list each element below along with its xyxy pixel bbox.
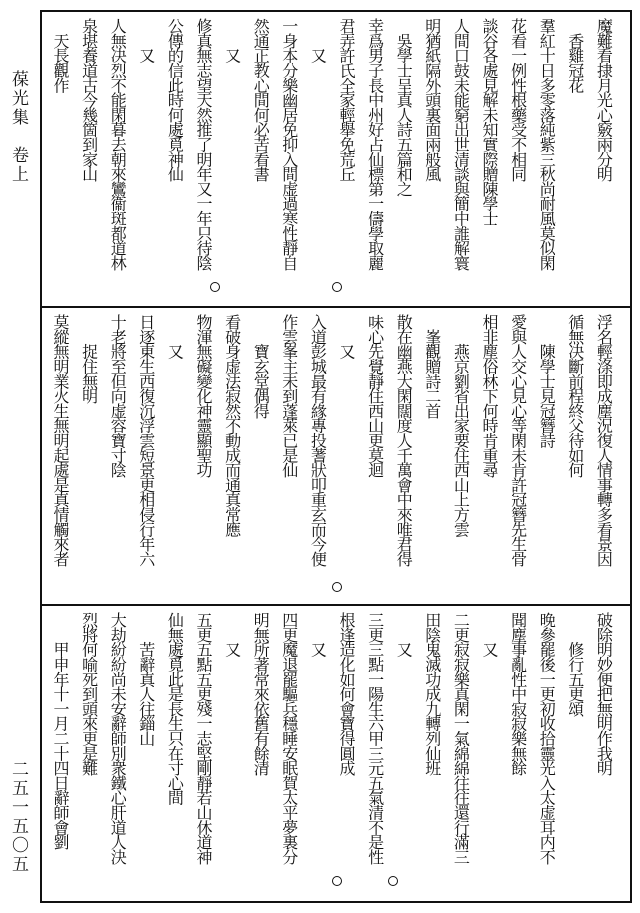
text-column: 峯觀贈詩二首 xyxy=(422,314,442,418)
text-column: 羣紅十日多零落純紫三秋尚耐風莫似閑 xyxy=(537,18,557,270)
text-column: 十老將至但向虚容寶寸陰 xyxy=(108,314,128,477)
text-column: 香雞冠花 xyxy=(565,18,585,93)
text-column: 日逐東生西復沉浮雲短景更相侵行年六 xyxy=(136,314,156,566)
text-column: 聞塵事亂性中寂寂樂無餘 xyxy=(508,612,528,775)
text-column: 天長觀作 xyxy=(51,18,70,93)
text-column: 浮名輕涤即成塵況復人情事轉多看景因 xyxy=(594,314,614,566)
text-column: 又 xyxy=(222,612,242,657)
text-column: 四更魔退罷驅兵穩睡安眠賀太平夢裏分 xyxy=(279,612,299,864)
text-column: 吳學士呈真人詩五篇和之 xyxy=(394,18,414,196)
text-column: 又 xyxy=(394,612,414,657)
text-column: 幸爲男子長中州好占仙標第一儔學取麗 xyxy=(365,18,385,270)
text-column: 花看一例性根藥受不相同 xyxy=(508,18,528,181)
text-column: 愛與人交心見心等閑未肯許冠簪先生骨 xyxy=(508,314,528,566)
text-column: 又 xyxy=(480,612,499,657)
text-column: 仙無處覓此是長生只在寸心間 xyxy=(165,612,185,805)
text-column: 明無所著常來依舊有餘清 xyxy=(251,612,271,775)
text-column: 相非塵俗林下何時肯重尋 xyxy=(480,314,499,477)
text-column: 又 xyxy=(337,314,356,359)
punctuation-circle xyxy=(388,876,398,886)
text-column: 人間口鼓未能窮出世清談與簡中誰解寰 xyxy=(451,18,471,270)
text-column: 泉堪養道古今幾箇到家山 xyxy=(79,18,99,181)
punctuation-circle xyxy=(332,282,342,292)
text-column: 一身本分樂幽居免抑入間虚過寒性靜自 xyxy=(279,18,299,270)
text-column: 捉住無明 xyxy=(79,314,99,403)
text-column: 又 xyxy=(308,18,328,63)
text-column: 田陰鬼滅功成九轉列仙班 xyxy=(422,612,442,775)
text-column: 又 xyxy=(165,314,185,359)
text-column: 魔難看捸月光心竅兩分明 xyxy=(594,18,614,181)
text-column: 破除明妙便把無明作我明 xyxy=(594,612,614,775)
text-column: 味心先覺靜住西山更莫迴 xyxy=(365,314,385,477)
text-column: 談谷各處見解未知實際贈陳學士 xyxy=(480,18,499,226)
margin-page-range: 二五一五〇五 xyxy=(8,760,28,874)
text-column: 修真無志望天然推了明年又一年只待陰 xyxy=(194,18,213,270)
text-column: 人無决烈不能閑暮去朝來鸞衞斑都道林 xyxy=(108,18,128,270)
text-column: 物渾無礙變化神靈顯聖功 xyxy=(194,314,213,477)
text-column: 甲申年十一月二十四日辭師會劉 xyxy=(51,612,70,849)
panel-divider xyxy=(40,306,632,308)
text-column: 大劫紛紛尚未安辭師別衆鐵心肝道人決 xyxy=(108,612,128,864)
text-column: 莫縱無明業火生無明起處是真情觸來者 xyxy=(51,314,70,566)
text-column: 二更寂寂樂真閑一氣綿綿往往還行滿三 xyxy=(451,612,471,864)
text-column: 三更三點一陽生六甲三元五氣清不是性 xyxy=(365,612,385,864)
text-column: 作雲峯主未到蓬萊已是仙 xyxy=(279,314,299,477)
text-column: 又 xyxy=(222,18,242,63)
punctuation-circle xyxy=(332,876,342,886)
panel-divider xyxy=(40,604,632,606)
text-column: 晚參罷後一更初收拾靈光入太虚耳内不 xyxy=(537,612,557,864)
text-column: 散在幽燕大閑闊度人千萬會中來唯君得 xyxy=(394,314,414,566)
text-column: 又 xyxy=(136,18,156,63)
punctuation-circle xyxy=(332,582,342,592)
text-column: 烈將何喻死到頭來更是難 xyxy=(79,612,99,775)
text-column: 入道彭城最有緣專投蓍狀叩重玄而今便 xyxy=(308,314,328,566)
text-column: 明猶紙隔外頭裏面兩般風 xyxy=(422,18,442,181)
text-column: 公傳的信此時何處覓神仙 xyxy=(165,18,185,181)
text-column: 然通正教心間何必苦看書 xyxy=(251,18,271,181)
text-column: 五更五點五更殘一志堅剛靜若山休道神 xyxy=(194,612,213,864)
text-column: 寶玄堂偶得 xyxy=(251,314,271,418)
text-column: 燕京劉省出家要住西山上方雲 xyxy=(451,314,471,537)
punctuation-circle xyxy=(210,282,220,292)
text-column: 看破身虚法寂然不動成而通真常應 xyxy=(222,314,242,537)
text-column: 陳學士見冠簪詩 xyxy=(537,314,557,448)
text-column: 苦辭真人往錙山 xyxy=(136,612,156,746)
margin-book-title: 葆光集 卷上 xyxy=(8,70,28,184)
text-column: 君弄許氏全家輕舉免荒丘 xyxy=(337,18,356,181)
text-column: 根逢造化如何會寶得圓成 xyxy=(337,612,356,775)
text-column: 又 xyxy=(308,612,328,657)
text-column: 循無决斷前程終父待如何 xyxy=(565,314,585,477)
text-column: 修行五更頌 xyxy=(565,612,585,716)
